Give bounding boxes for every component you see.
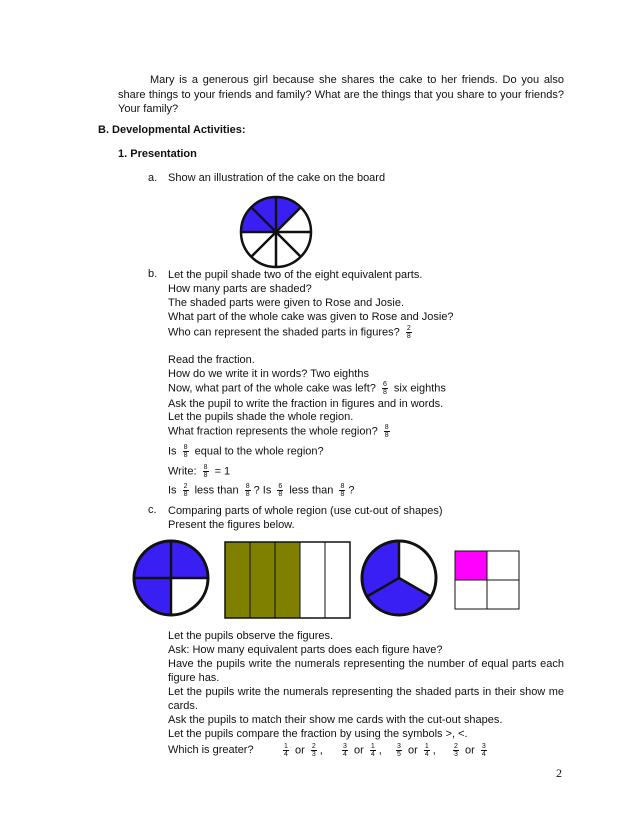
fraction-one-fourth: $\frac{1}{4}$ [424, 743, 429, 758]
after-line-3: Have the pupils write the numerals representing the number of equal parts each figure has. [168, 658, 564, 684]
after-line-4: Let the pupils write the numerals representing the shaded parts in their show me cards. [168, 686, 564, 712]
fraction-three-fifths: $\frac{3}{5}$ [397, 743, 401, 758]
item-a-text: Show an illustration of the cake on the board [168, 172, 386, 184]
item-b-line-14: Is $\frac{2}{8}$ less than $\frac{8}{8}$ ? Is $\frac{6}{8}$ less than $\frac{8}{8}$ ? [168, 483, 355, 498]
rectangle-fifths-figure [224, 541, 351, 619]
comparison-1-4-vs-2-3: $\frac{1}{4}$ or $\frac{2}{3}$ , [284, 743, 323, 758]
fraction-two-thirds: $\frac{2}{3}$ [454, 743, 458, 758]
which-is-greater-label: Which is greater? [168, 744, 254, 756]
fraction-two-eighths: $\frac{2}{8}$ [406, 325, 411, 340]
fraction-eight-eighths: $\frac{8}{8}$ [245, 483, 250, 498]
shaded-fifth-2 [250, 542, 275, 618]
comparison-3-5-vs-1-4: $\frac{3}{5}$ or $\frac{1}{4}$ , [397, 743, 436, 758]
item-b-line-1: Let the pupil shade two of the eight equivalent parts. [168, 269, 423, 281]
after-line-1: Let the pupils observe the figures. [168, 630, 334, 642]
shaded-quarter [455, 551, 487, 580]
who-can-represent-text: Who can represent the shaded parts in figures? [168, 326, 400, 339]
shaded-fifth-3 [275, 542, 300, 618]
cake-eighths-figure [238, 194, 314, 270]
item-b-line-3: The shaded parts were given to Rose and Josie. [168, 297, 405, 309]
fraction-six-eighths: $\frac{6}{8}$ [382, 381, 387, 396]
item-b-marker: b. [148, 268, 158, 280]
item-a-marker: a. [148, 172, 158, 184]
item-b-line-2: How many parts are shaded? [168, 283, 312, 295]
fraction-eight-eighths: $\frac{8}{8}$ [384, 424, 389, 439]
sub-heading-presentation: 1. Presentation [118, 148, 197, 160]
fraction-three-fourths: $\frac{3}{4}$ [481, 743, 486, 758]
item-b-line-8: Now, what part of the whole cake was left? $\frac{6}{8}$ six eighths [168, 381, 446, 396]
square-fourths-figure [454, 550, 520, 610]
fraction-one-fourth: $\frac{1}{4}$ [370, 743, 375, 758]
item-b-line-12: Is $\frac{8}{8}$ equal to the whole region? [168, 444, 324, 459]
section-heading-b: B. Developmental Activities: [98, 124, 246, 136]
comparison-3-4-vs-1-4: $\frac{3}{4}$ or $\frac{1}{4}$ , [343, 743, 382, 758]
which-is-greater-line [168, 743, 254, 757]
after-line-5: Ask the pupils to match their show me cards with the cut-out shapes. [168, 714, 503, 726]
item-b-line-13: Write: $\frac{8}{8}$ = 1 [168, 464, 231, 479]
item-b-line-10: Let the pupils shade the whole region. [168, 411, 354, 423]
item-c-line-1: Comparing parts of whole region (use cut-out of shapes) [168, 505, 443, 517]
fraction-eight-eighths: $\frac{8}{8}$ [183, 444, 188, 459]
fraction-two-eighths: $\frac{2}{8}$ [183, 483, 188, 498]
fraction-eight-eighths: $\frac{8}{8}$ [203, 464, 208, 479]
page-number: 2 [556, 766, 562, 780]
after-line-2: Ask: How many equivalent parts does each figure have? [168, 644, 443, 656]
item-b-line-9: Ask the pupil to write the fraction in figures and in words. [168, 398, 444, 410]
comparison-2-3-vs-3-4: $\frac{2}{3}$ or $\frac{3}{4}$ [454, 743, 486, 758]
item-b-line-6: Read the fraction. [168, 354, 255, 366]
fraction-two-thirds: $\frac{2}{3}$ [311, 743, 316, 758]
after-line-6: Let the pupils compare the fraction by using the symbols >, <. [168, 728, 468, 740]
item-b-line-11: What fraction represents the whole region? $\frac{8}{8}$ [168, 424, 389, 439]
item-b-line-5 [168, 325, 415, 339]
item-c-marker: c. [148, 504, 157, 516]
circle-thirds-figure [359, 538, 439, 618]
item-b-line-4: What part of the whole cake was given to Rose and Josie? [168, 311, 454, 323]
shaded-fifth-1 [225, 542, 250, 618]
item-c-line-2: Present the figures below. [168, 519, 295, 531]
fraction-three-fourths: $\frac{3}{4}$ [343, 743, 347, 758]
fraction-eight-eighths: $\frac{8}{8}$ [340, 483, 345, 498]
fraction-one-fourth: $\frac{1}{4}$ [284, 743, 288, 758]
intro-paragraph: Mary is a generous girl because she shares the cake to her friends. Do you also share things to your friends and family? What are the things that you share to your friends? Your family? [118, 74, 564, 115]
fraction-six-eighths: $\frac{6}{8}$ [278, 483, 283, 498]
item-b-line-7: How do we write it in words? Two eighths [168, 368, 369, 380]
circle-fourths-figure [131, 538, 211, 618]
